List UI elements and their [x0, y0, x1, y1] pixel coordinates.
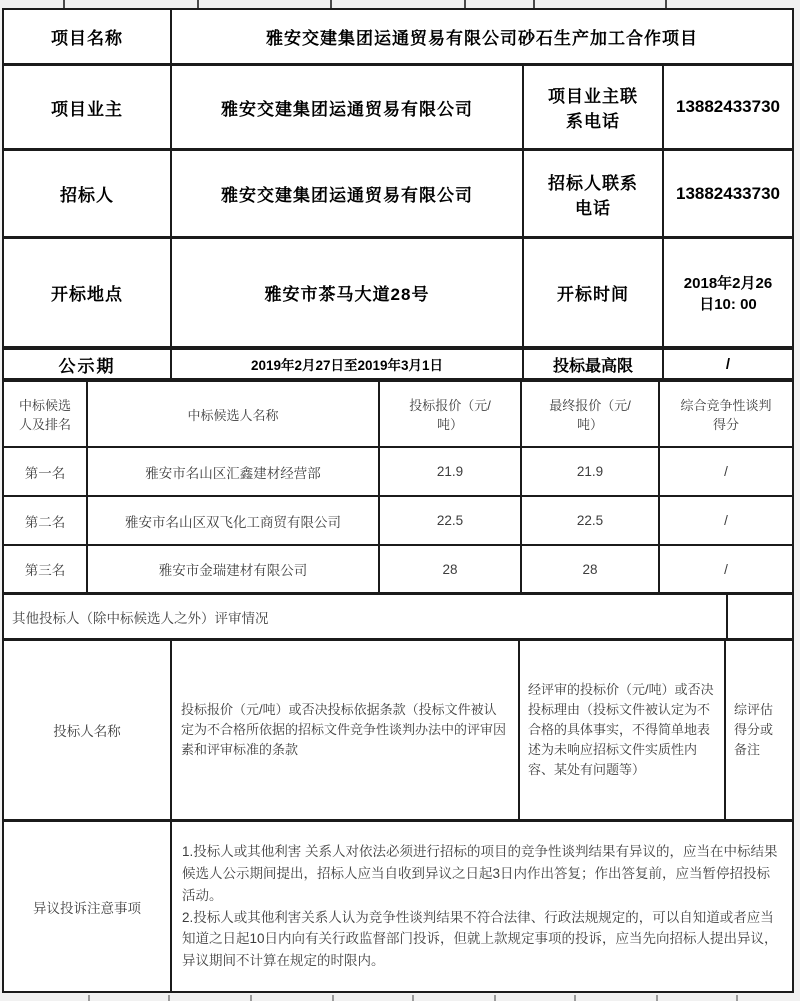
candidate-2-final: 22.5 [522, 497, 660, 544]
grid-tick [88, 995, 90, 1001]
candidates-name-header: 中标候选人名称 [88, 382, 380, 446]
grid-tick [656, 995, 658, 1001]
bidder-name-header: 投标人名称 [4, 641, 172, 819]
owner-phone-label [524, 66, 664, 148]
opening-time-value [664, 239, 792, 346]
objection-para-1: 1.投标人或其他利害 关系人对依法必须进行招标的项目的竞争性谈判结果有异议的，应当在中标结果候选人公示期间提出，招标人应当自收到异议之日起3日内作出答复；作出答复前，应当暂停招投标活动。 [182, 843, 778, 903]
bid-opening-row [4, 239, 792, 350]
candidate-2-name: 雅安市名山区双飞化工商贸有限公司 [88, 497, 380, 544]
score-remark-header [726, 641, 792, 819]
objection-row [4, 822, 792, 991]
candidate-1-name: 雅安市名山区汇鑫建材经营部 [88, 448, 380, 495]
objection-content [172, 822, 792, 991]
publicity-period-label: 公示期 [4, 350, 172, 378]
other-review-title: 其他投标人（除中标候选人之外）评审情况 [4, 595, 728, 638]
candidates-rank-header-text: 中标候选人及排名 [18, 398, 71, 432]
opening-time-label-text: 开标时间 [557, 285, 629, 304]
candidates-bid-header-text: 投标报价（元/吨） [409, 398, 491, 432]
candidate-row-3 [4, 546, 792, 595]
candidates-final-header [522, 382, 660, 446]
candidates-header-row [4, 382, 792, 448]
project-name-row [4, 10, 792, 66]
tenderer-value: 雅安交建集团运通贸易有限公司 [172, 151, 524, 236]
candidate-3-rank: 第三名 [4, 546, 88, 592]
grid-tick [494, 995, 496, 1001]
project-owner-row [4, 66, 792, 151]
opening-place-label: 开标地点 [4, 239, 172, 346]
candidate-row-1 [4, 448, 792, 497]
grid-tick [250, 995, 252, 1001]
grid-tick [533, 0, 535, 8]
opening-place-value: 雅安市茶马大道28号 [172, 239, 524, 346]
grid-tick [330, 0, 332, 8]
other-review-note [728, 595, 792, 638]
project-owner-label: 项目业主 [4, 66, 172, 148]
tenderer-phone-label [524, 151, 664, 236]
bid-price-clause-header: 投标报价（元/吨）或否决投标依据条款（投标文件被认定为不合格所依据的招标文件竞争性谈判办法中的评审因素和评审标准的条款 [172, 641, 520, 819]
candidate-3-name: 雅安市金瑞建材有限公司 [88, 546, 380, 592]
candidate-1-score: / [724, 464, 728, 479]
bid-ceiling-label: 投标最高限 [524, 350, 664, 378]
tenderer-phone-label-text: 招标人联系电话 [548, 173, 638, 218]
candidates-rank-header [4, 382, 88, 446]
candidate-row-2 [4, 497, 792, 546]
candidate-1-bid: 21.9 [380, 448, 522, 495]
project-name-value: 雅安交建集团运通贸易有限公司砂石生产加工合作项目 [266, 29, 698, 48]
grid-tick [332, 995, 334, 1001]
project-name-label: 项目名称 [4, 10, 172, 63]
candidates-score-header-text: 综合竞争性谈判得分 [680, 398, 772, 432]
review-columns-row [4, 641, 792, 822]
tenderer-label: 招标人 [4, 151, 172, 236]
candidate-2-bid: 22.5 [380, 497, 522, 544]
grid-tick [574, 995, 576, 1001]
opening-time-value-text: 2018年2月26日10: 00 [683, 274, 773, 313]
objection-para-2: 2.投标人或其他利害关系人认为竞争性谈判结果不符合法律、行政法规规定的，可以自知道或者应当知道之日起10日内向有关行政监督部门投诉，但就上款规定事项的投诉，应当先向招标人提出异议，异议期间不计算在规定的时限内。 [182, 909, 778, 969]
reviewed-price-header: 经评审的投标价（元/吨）或否决投标理由（投标文件被认定为不合格的具体事实，不得简单地表述为未响应招标文件实质性内容、某处有问题等） [520, 641, 726, 819]
score-remark-header-text: 综评估得分或备注 [734, 701, 774, 758]
project-owner-value: 雅安交建集团运通贸易有限公司 [172, 66, 524, 148]
candidate-3-bid: 28 [380, 546, 522, 592]
objection-label: 异议投诉注意事项 [4, 822, 172, 991]
grid-tick [197, 0, 199, 8]
grid-tick [736, 995, 738, 1001]
candidate-3-score: / [724, 561, 728, 577]
publicity-period-row [4, 350, 792, 382]
candidate-1-rank: 第一名 [4, 448, 88, 495]
owner-phone-label-text: 项目业主联系电话 [548, 87, 638, 131]
candidate-2-score: / [724, 513, 728, 528]
candidates-score-header [660, 382, 792, 446]
candidate-1-final: 21.9 [522, 448, 660, 495]
publicity-period-value: 2019年2月27日至2019年3月1日 [172, 350, 524, 378]
grid-tick [168, 995, 170, 1001]
candidate-2-rank: 第二名 [4, 497, 88, 544]
grid-tick [464, 0, 466, 8]
grid-tick [412, 995, 414, 1001]
bid-ceiling-value: / [725, 355, 731, 373]
bid-result-table [2, 8, 794, 993]
grid-tick [63, 0, 65, 8]
tenderer-row [4, 151, 792, 239]
other-review-row [4, 595, 792, 641]
opening-time-label [524, 239, 664, 346]
tenderer-phone-value: 13882433730 [675, 183, 780, 203]
grid-tick [665, 0, 667, 8]
candidates-bid-header [380, 382, 522, 446]
candidate-3-final: 28 [522, 546, 660, 592]
owner-phone-value: 13882433730 [675, 97, 780, 116]
candidates-final-header-text: 最终报价（元/吨） [549, 398, 631, 432]
